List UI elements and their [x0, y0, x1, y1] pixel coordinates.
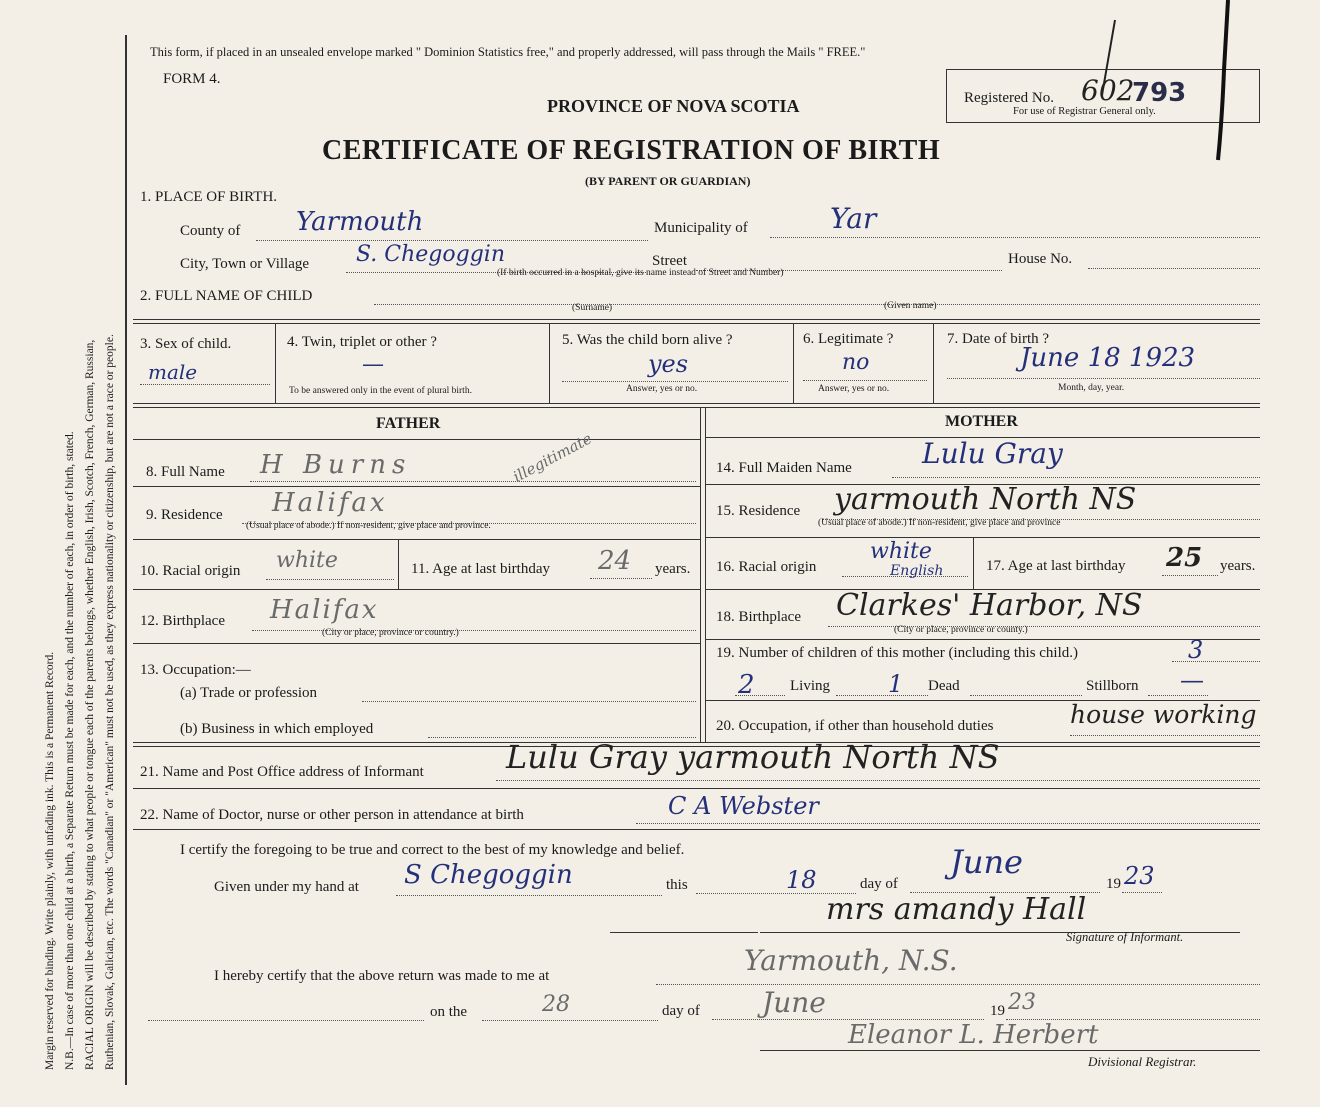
margin-binding-note: Margin reserved for binding. Write plainly, with unfading ink. This is a Permanent Record. [44, 651, 56, 1070]
certificate-subtitle: (BY PARENT OR GUARDIAN) [585, 174, 751, 188]
margin-racial-origin-note: RACIAL ORIGIN will be described by stating to what people or tongue each of the parents belongs, whether English, Irish, Scotch, French, German, Russian, [84, 339, 96, 1070]
legitimate-value: no [842, 350, 870, 375]
registrar-signature: Eleanor L. Herbert [848, 1020, 1099, 1050]
municipality-value: Yar [830, 202, 877, 235]
mother-residence-label: 15. Residence [716, 503, 801, 519]
twin-label: 4. Twin, triplet or other ? [287, 334, 437, 350]
registrar-place-value: Yarmouth, N.S. [744, 944, 958, 977]
mother-name-value: Lulu Gray [922, 437, 1063, 470]
father-birthplace-label: 12. Birthplace [140, 613, 225, 629]
house-number-label: House No. [1008, 251, 1073, 267]
mother-race-value: white [870, 539, 932, 564]
municipality-label: Municipality of [654, 220, 748, 236]
city-value: S. Chegoggin [356, 242, 505, 267]
father-birthplace-value: Halifax [270, 595, 379, 625]
surname-caption: (Surname) [572, 303, 613, 313]
living-count-value: 2 [738, 670, 755, 700]
form-number: FORM 4. [163, 71, 221, 87]
mother-age-label: 17. Age at last birthday [986, 558, 1126, 574]
informant-certify-text: I certify the foregoing to be true and correct to the best of my knowledge and belief. [180, 842, 685, 858]
registrar-on-the-label: on the [430, 1004, 468, 1020]
father-heading: FATHER [376, 415, 441, 432]
given-name-caption: (Given name) [884, 301, 937, 311]
living-label: Living [790, 678, 830, 694]
certification-year-prefix: 19 [1106, 876, 1121, 892]
doctor-value: C A Webster [668, 792, 819, 820]
children-count-label: 19. Number of children of this mother (including this child.) [716, 645, 1079, 661]
sex-value: male [148, 360, 198, 384]
twin-note: To be answered only in the event of plural birth. [289, 386, 472, 396]
place-of-birth-heading: 1. PLACE OF BIRTH. [140, 189, 278, 205]
given-place-value: S Chegoggin [404, 860, 573, 890]
mother-years-label: years. [1220, 558, 1256, 574]
mail-notice: This form, if placed in an unsealed envelope marked " Dominion Statistics free," and properly addressed, will pass through the Mails " FREE." [150, 45, 866, 59]
certificate-title: CERTIFICATE OF REGISTRATION OF BIRTH [322, 135, 941, 166]
registrar-only-note: For use of Registrar General only. [1013, 106, 1156, 117]
father-race-label: 10. Racial origin [140, 563, 241, 579]
mother-race-label: 16. Racial origin [716, 559, 817, 575]
mother-birthplace-value: Clarkes' Harbor, NS [836, 588, 1143, 623]
informant-signature-caption: Signature of Informant. [1066, 930, 1184, 944]
registrar-title: Divisional Registrar. [1088, 1054, 1197, 1069]
given-under-hand-label: Given under my hand at [214, 879, 359, 895]
province-heading: PROVINCE OF NOVA SCOTIA [547, 96, 800, 116]
stillborn-count-value: — [1180, 666, 1204, 694]
mother-occupation-value: house working [1070, 700, 1257, 729]
registrar-day-of-label: day of [662, 1003, 700, 1019]
mother-residence-note: (Usual place of abode.) If non-resident, give place and province [818, 518, 1061, 528]
mother-age-value: 25 [1166, 543, 1203, 573]
registrar-year-prefix: 19 [990, 1003, 1005, 1019]
mother-occupation-label: 20. Occupation, if other than household duties [716, 718, 994, 734]
certification-day-value: 18 [786, 866, 817, 894]
born-alive-label: 5. Was the child born alive ? [562, 332, 733, 348]
informant-value: Lulu Gray yarmouth North NS [506, 738, 1000, 776]
street-label: Street [652, 253, 687, 269]
this-label: this [666, 877, 688, 893]
mother-birthplace-label: 18. Birthplace [716, 609, 801, 625]
county-value: Yarmouth [296, 207, 424, 237]
registrar-certify-text: I hereby certify that the above return was made to me at [214, 968, 550, 984]
mother-residence-value: yarmouth North NS [834, 482, 1137, 517]
informant-label: 21. Name and Post Office address of Informant [140, 764, 424, 780]
registrar-day-value: 28 [542, 992, 570, 1017]
certification-day-of-label: day of [860, 876, 898, 892]
certification-month-value: June [950, 843, 1023, 881]
doctor-label: 22. Name of Doctor, nurse or other person in attendance at birth [140, 807, 524, 823]
hospital-note: (If birth occurred in a hospital, give its name instead of Street and Number) [497, 268, 784, 278]
dead-label: Dead [928, 678, 960, 694]
father-birthplace-note: (City or place, province or country.) [322, 628, 459, 638]
date-of-birth-value: June 18 1923 [1020, 343, 1196, 373]
children-count-value: 3 [1188, 636, 1204, 664]
mother-heading: MOTHER [945, 413, 1018, 430]
mother-race-value-2: English [890, 563, 944, 579]
mother-name-label: 14. Full Maiden Name [716, 460, 852, 476]
father-business-label: (b) Business in which employed [180, 721, 374, 737]
father-race-value: white [276, 548, 338, 573]
county-label: County of [180, 223, 241, 239]
margin-rule [125, 35, 127, 1085]
certification-year-value: 23 [1124, 862, 1155, 890]
father-residence-note: (Usual place of abode.) If non-resident, give place and province. [246, 521, 491, 531]
margin-plural-birth-note: N.B.—In case of more than one child at a birth, a Separate Return must be made for each, and the number of each, in order of birth, stated. [64, 431, 76, 1070]
father-name-value: H Burns [260, 450, 412, 480]
father-residence-value: Halifax [272, 488, 388, 518]
registrar-year-value: 23 [1008, 990, 1036, 1015]
legitimate-note: Answer, yes or no. [818, 384, 890, 394]
father-trade-label: (a) Trade or profession [180, 685, 318, 701]
registered-hand-number: 602 [1081, 74, 1135, 107]
father-years-label: years. [655, 561, 691, 577]
born-alive-value: yes [648, 350, 689, 378]
dead-count-value: 1 [888, 670, 904, 698]
mother-birthplace-note: (City or place, province or county.) [894, 625, 1028, 635]
date-of-birth-note: Month, day, year. [1058, 383, 1125, 393]
date-of-birth-label: 7. Date of birth ? [947, 331, 1050, 347]
informant-signature: mrs amandy Hall [826, 892, 1087, 927]
father-residence-label: 9. Residence [146, 507, 223, 523]
stillborn-label: Stillborn [1086, 678, 1139, 694]
margin-racial-origin-note-2: Ruthenian, Slovak, Galician, etc. The words "Canadian" or "American" must not be used, as they express nationality or citizenship, but are not a race or people. [104, 334, 116, 1070]
father-occupation-label: 13. Occupation:— [140, 662, 251, 678]
illegitimate-note: illegitimate [510, 429, 595, 486]
city-label: City, Town or Village [180, 256, 310, 272]
sex-label: 3. Sex of child. [140, 336, 232, 352]
father-age-value: 24 [598, 546, 632, 576]
born-alive-note: Answer, yes or no. [626, 384, 698, 394]
pen-stroke-mark [1080, 0, 1320, 170]
registered-label: Registered No. [964, 90, 1054, 106]
twin-value: — [362, 352, 384, 377]
father-age-label: 11. Age at last birthday [411, 561, 550, 577]
legitimate-label: 6. Legitimate ? [803, 331, 894, 347]
father-name-label: 8. Full Name [146, 464, 225, 480]
child-name-label: 2. FULL NAME OF CHILD [140, 288, 313, 304]
registrar-month-value: June [762, 986, 826, 1019]
registered-stamp-number: 793 [1132, 78, 1187, 108]
